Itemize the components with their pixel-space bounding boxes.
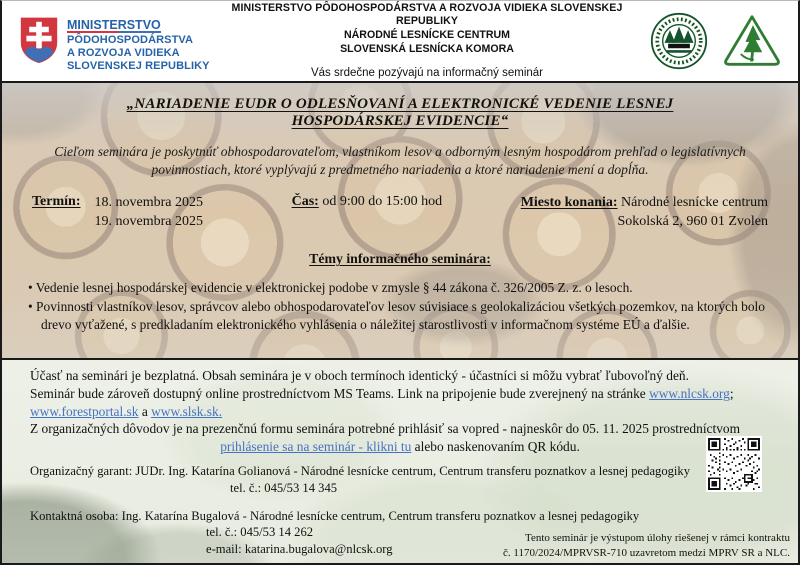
seminar-title <box>2 96 798 130</box>
header <box>2 1 798 83</box>
seminar-details <box>2 194 798 232</box>
ministry-wordmark: MINISTERSTVO PÔDOHOSPODÁRSTVA A ROZVOJA VIDIEKA SLOVENSKEJ REPUBLIKY <box>67 17 210 72</box>
date-label: Termín: <box>32 194 81 210</box>
registration-deadline-line: Z organizačných dôvodov je na prezenčnú formu seminára potrebné prihlásiť sa vopred - najneskôr do 05. 11. 2025 prostredníctvom <box>30 421 741 437</box>
venue-line1: Národné lesnícke centrum <box>621 195 768 211</box>
org-line-nlc: NÁRODNÉ LESNÍCKE CENTRUM <box>344 29 510 42</box>
time-value: od 9:00 do 15:00 hod <box>318 194 443 210</box>
free-participation-line: Účasť na seminári je bezplatná. Obsah seminára je v oboch termínoch identický - účastníci si môžu vybrať ľubovoľný deň. <box>30 368 689 383</box>
seminar-title-line1: „NARIADENIE EUDR O ODLESŇOVANÍ A ELEKTRONICKÉ VEDENIE LESNEJ <box>126 96 674 112</box>
topics-list <box>2 279 798 335</box>
slsk-logo-icon <box>722 13 782 69</box>
participation-info <box>30 367 770 456</box>
date-block <box>32 194 203 232</box>
guarantor-line: Organizačný garant: JUDr. Ing. Katarína Golianová - Národné lesnícke centrum, Centrum transferu poznatkov a lesnej pedagogiky <box>30 464 691 479</box>
registration-section <box>2 360 798 563</box>
contact-email: e-mail: katarina.bugalova@nlcsk.org <box>206 542 393 557</box>
org-line-ministry: MINISTERSTVO PÔDOHOSPODÁRSTVA A ROZVOJA VIDIEKA SLOVENSKEJ REPUBLIKY <box>231 1 623 28</box>
time-label: Čas: <box>291 194 319 210</box>
online-line: Seminár bude zároveň dostupný online prostredníctvom MS Teams. Link na pripojenie bude zverejnený na stránke www.nlcsk.org; www.forestportal.sk a www.slsk.sk. <box>30 385 734 419</box>
forestportal-link[interactable]: www.forestportal.sk <box>30 403 139 419</box>
venue-block <box>521 194 768 232</box>
guarantor-phone: tel. č.: 045/53 14 345 <box>230 480 338 495</box>
qr-code <box>706 436 762 492</box>
contract-note-line2: č. 1170/2024/MPRVSR-710 uzavretom medzi MPRV SR a NLC. <box>503 546 790 559</box>
contract-note <box>503 531 790 560</box>
nlcsk-link[interactable]: www.nlcsk.org <box>649 385 730 401</box>
seminar-main-section <box>2 83 798 360</box>
contact-phone: tel. č.: 045/53 14 262 <box>206 525 314 540</box>
contract-note-line1: Tento seminár je výstupom úlohy riešenej v rámci kontraktu <box>525 532 790 545</box>
org-line-slsk: SLOVENSKÁ LESNÍCKA KOMORA <box>340 42 514 55</box>
date-value-1: 18. novembra 2025 <box>94 195 203 211</box>
date-value-2: 19. novembra 2025 <box>94 214 203 230</box>
slsk-link[interactable]: www.slsk.sk. <box>151 403 223 419</box>
header-organizers <box>218 2 636 81</box>
topic-item-1: • Vedenie lesnej hospodárskej evidencie v elektronickej podobe v zmysle § 44 zákona č. 326/2005 Z. z. o lesoch. <box>28 279 772 298</box>
registration-line: prihlásenie sa na seminár - klikni tu alebo naskenovaním QR kódu. <box>220 439 580 455</box>
time-block <box>282 194 443 210</box>
ministry-wordmark-line1: MINISTERSTVO <box>67 17 161 32</box>
ministry-logo <box>18 10 218 72</box>
topics-heading: Témy informačného seminára: <box>309 251 491 267</box>
seminar-title-line2: HOSPODÁRSKEJ EVIDENCIE“ <box>291 113 509 129</box>
nlc-logo-icon <box>650 12 708 70</box>
venue-line2: Sokolská 2, 960 01 Zvolen <box>617 214 768 230</box>
venue-label: Miesto konania: <box>520 195 618 211</box>
topic-item-2: • Povinnosti vlastníkov lesov, správcov alebo obhospodarovateľov lesov súvisiace s geolokalizáciou všetkých pozemkov, na ktorých bolo drevo vyťažené, s predkladaním elektronického vyhlásenia o náležitej starostlivosti v informačnom systéme EÚ a ďalšie. <box>28 298 772 335</box>
contact-line: Kontaktná osoba: Ing. Katarína Bugalová - Národné lesnícke centrum, Centrum transferu poznatkov a lesnej pedagogiky <box>30 508 640 523</box>
registration-link[interactable]: prihlásenie sa na seminár - klikni tu <box>220 439 412 455</box>
header-logos <box>636 12 786 70</box>
seminar-goal: Cieľom seminára je poskytnúť obhospodarovateľom, vlastníkom lesov a odborným lesným hospodárom prehľad o legislatívnych povinnostiach, ktoré vyplývajú z predmetného nariadenia a ktoré nariadenie mení a dopĺňa. <box>54 144 746 178</box>
invitation-line: Vás srdečne pozývajú na informačný seminár <box>310 66 544 79</box>
slovak-coat-of-arms-icon <box>18 14 60 66</box>
date-values <box>94 194 202 232</box>
organizing-guarantor <box>30 463 770 496</box>
